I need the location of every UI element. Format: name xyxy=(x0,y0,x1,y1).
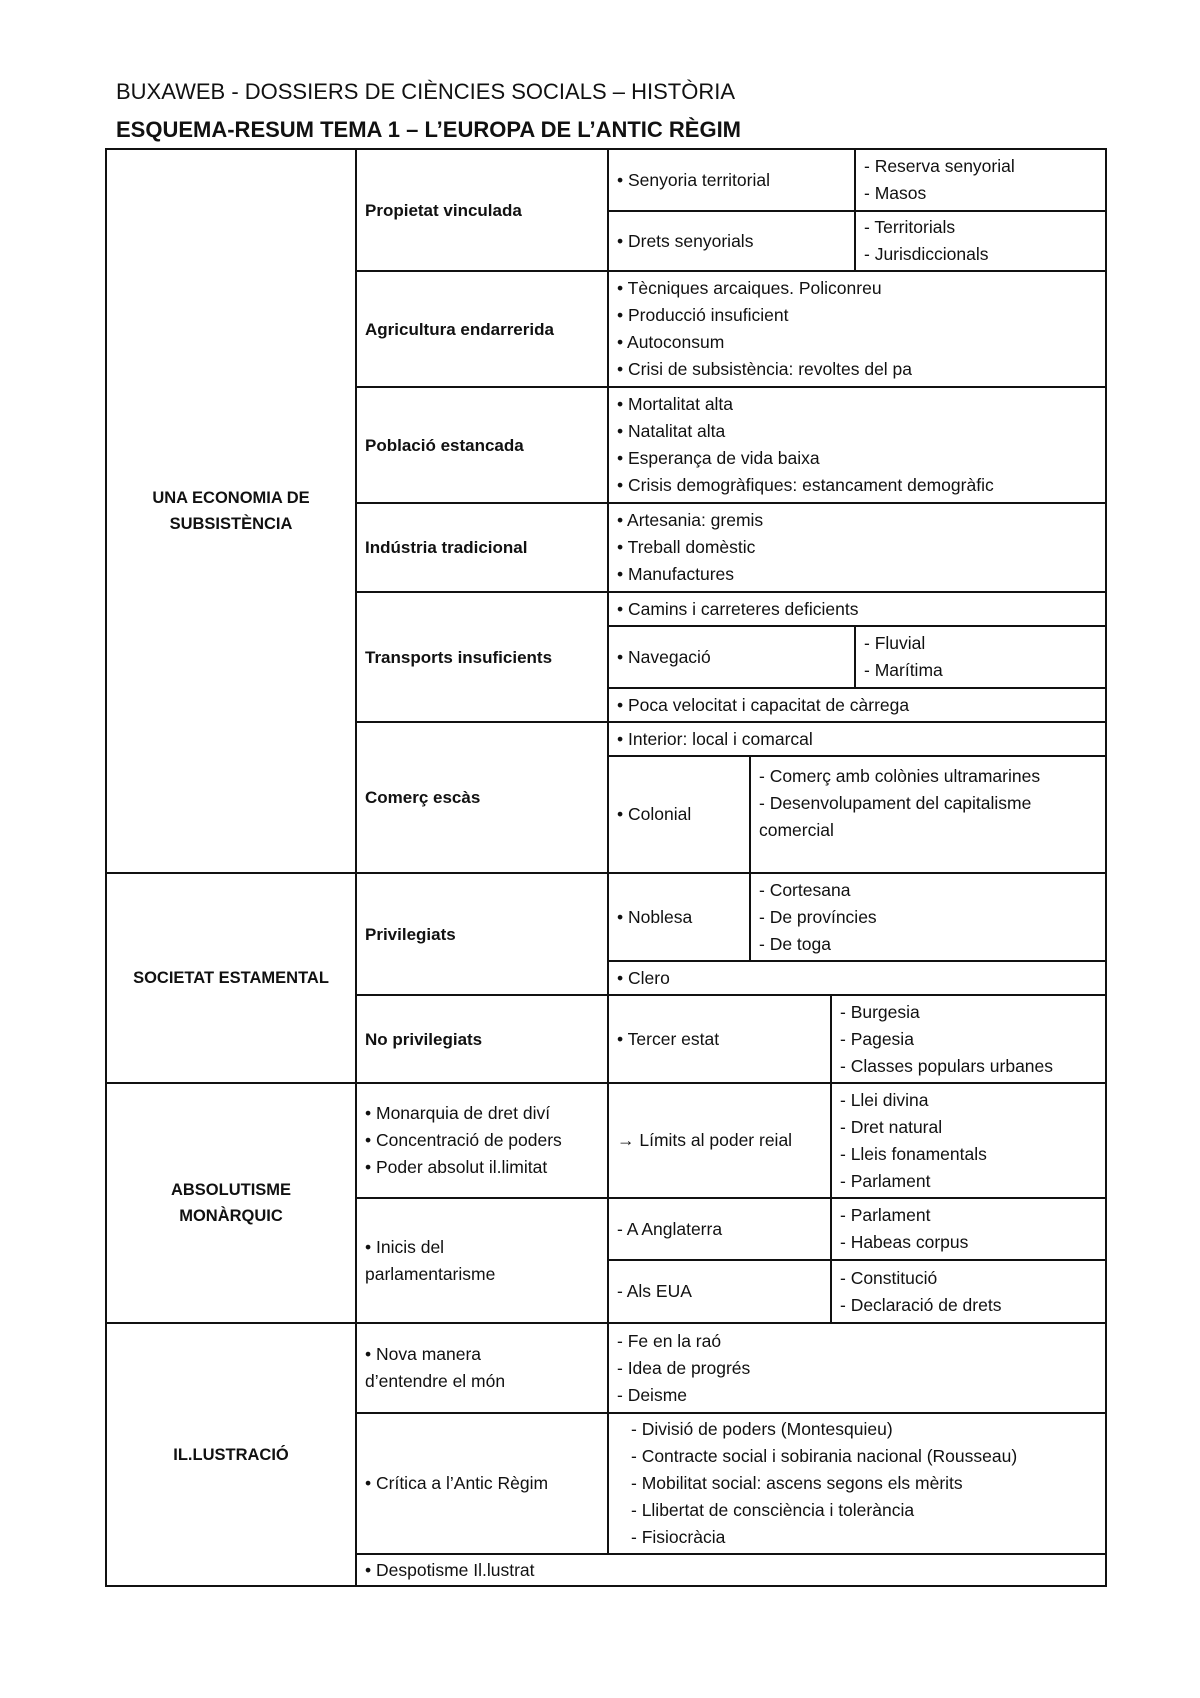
list-item: - Masos xyxy=(864,183,927,203)
list-item: • Artesania: gremis xyxy=(617,510,764,530)
noblesa-text: • Noblesa xyxy=(617,906,693,927)
label-transports-text: Transports insuficients xyxy=(365,647,553,667)
list-item: • Tècniques arcaiques. Policonreu xyxy=(617,278,882,298)
critica-text: • Crítica a l’Antic Règim xyxy=(365,1473,549,1493)
label-comerc-text: Comerç escàs xyxy=(365,788,481,807)
list-item: - Habeas corpus xyxy=(840,1232,969,1252)
label-agricultura-text: Agricultura endarrerida xyxy=(365,319,554,339)
label-transports xyxy=(355,591,609,723)
cell-senyoria xyxy=(607,148,856,212)
label-no-privilegiats-text: No privilegiats xyxy=(365,1029,483,1049)
cell-poblacio-items xyxy=(607,386,1107,504)
list-item: • Mortalitat alta xyxy=(617,394,734,414)
cell-noblesa xyxy=(607,872,751,962)
cell-poca xyxy=(607,687,1107,723)
list-item: - De toga xyxy=(759,933,831,954)
eua-text: - Als EUA xyxy=(617,1281,692,1301)
list-item: - Fisiocràcia xyxy=(631,1527,726,1547)
senyoria-text: • Senyoria territorial xyxy=(617,169,770,190)
cell-navegacio xyxy=(607,625,856,689)
section-absolutisme xyxy=(105,1082,357,1324)
list-item: • Crisi de subsistència: revoltes del pa xyxy=(617,359,913,379)
list-item: • Autoconsum xyxy=(617,332,725,352)
list-item: - Mobilitat social: ascens segons els mèrits xyxy=(631,1473,963,1493)
section-societat-title: SOCIETAT ESTAMENTAL xyxy=(133,969,329,987)
navegacio-text: • Navegació xyxy=(617,646,711,667)
label-privilegiats-text: Privilegiats xyxy=(365,924,456,944)
poca-text: • Poca velocitat i capacitat de càrrega xyxy=(617,694,910,715)
list-item: - Pagesia xyxy=(840,1028,914,1049)
list-item: - Contracte social i sobirania nacional (Rousseau) xyxy=(631,1446,1018,1466)
section-economia xyxy=(105,148,357,874)
list-item: - Deisme xyxy=(617,1384,688,1405)
list-item: • Concentració de poders xyxy=(365,1130,562,1150)
cell-agricultura-items xyxy=(607,270,1107,388)
label-poblacio-text: Població estancada xyxy=(365,435,524,455)
label-comerc xyxy=(355,721,609,874)
list-item: - Llei divina xyxy=(840,1089,929,1110)
list-item: - Divisió de poders (Montesquieu) xyxy=(631,1419,893,1439)
cell-limits-items xyxy=(830,1082,1107,1199)
list-item: - Llibertat de consciència i tolerància xyxy=(631,1500,915,1520)
section-societat xyxy=(105,872,357,1084)
cell-tercer-items xyxy=(830,994,1107,1084)
cell-anglaterra-items xyxy=(830,1197,1107,1261)
label-no-privilegiats xyxy=(355,994,609,1084)
cell-monarquia xyxy=(355,1082,609,1199)
cell-nova xyxy=(355,1322,609,1414)
list-item: - Comerç amb colònies ultramarines xyxy=(759,766,1041,786)
list-item: - Idea de progrés xyxy=(617,1357,751,1378)
interior-text: • Interior: local i comarcal xyxy=(617,728,813,749)
list-item: • Monarquia de dret diví xyxy=(365,1103,551,1123)
cell-colonial xyxy=(607,755,751,874)
anglaterra-text: - A Anglaterra xyxy=(617,1218,723,1239)
label-industria xyxy=(355,502,609,593)
list-item: • Crisis demogràfiques: estancament demogràfic xyxy=(617,475,994,495)
cell-despotisme xyxy=(355,1553,1107,1587)
list-item: - Parlament xyxy=(840,1205,931,1225)
cell-camins xyxy=(607,591,1107,627)
cell-colonial-items xyxy=(749,755,1107,874)
cell-inicis xyxy=(355,1197,609,1324)
tercer-text: • Tercer estat xyxy=(617,1028,720,1049)
cell-noblesa-items xyxy=(749,872,1107,962)
cell-critica xyxy=(355,1412,609,1555)
cell-nova-items xyxy=(607,1322,1107,1414)
section-absolutisme-title: ABSOLUTISME MONÀRQUIC xyxy=(170,1181,292,1225)
camins-text: • Camins i carreteres deficients xyxy=(617,598,859,619)
cell-drets-items xyxy=(854,210,1107,272)
list-item: - Fe en la raó xyxy=(617,1330,722,1351)
cell-industria-items xyxy=(607,502,1107,593)
label-propietat xyxy=(355,148,609,272)
list-item: - Jurisdiccionals xyxy=(864,244,989,264)
list-item: - Lleis fonamentals xyxy=(840,1143,987,1164)
list-item: - Classes populars urbanes xyxy=(840,1055,1054,1076)
cell-interior xyxy=(607,721,1107,757)
section-illustracio-title: IL.LUSTRACIÓ xyxy=(173,1445,289,1464)
list-item: - Dret natural xyxy=(840,1116,943,1137)
cell-tercer xyxy=(607,994,832,1084)
list-item: - Cortesana xyxy=(759,879,851,900)
list-item: - Desenvolupament del capitalisme comercial xyxy=(759,793,1032,840)
drets-text: • Drets senyorials xyxy=(617,230,754,251)
colonial-text: • Colonial xyxy=(617,804,692,824)
limits-text: → Límits al poder reial xyxy=(617,1130,793,1150)
cell-critica-items xyxy=(607,1412,1107,1555)
cell-senyoria-items xyxy=(854,148,1107,212)
label-propietat-text: Propietat vinculada xyxy=(365,200,522,220)
cell-eua-items xyxy=(830,1259,1107,1324)
header-title: BUXAWEB - DOSSIERS DE CIÈNCIES SOCIALS – HISTÒRIA xyxy=(116,79,735,104)
cell-drets xyxy=(607,210,856,272)
label-privilegiats xyxy=(355,872,609,996)
list-item: • Esperança de vida baixa xyxy=(617,448,820,468)
cell-anglaterra xyxy=(607,1197,832,1261)
nova-text: • Nova manera d’entendre el món xyxy=(365,1344,506,1391)
list-item: - Burgesia xyxy=(840,1001,920,1022)
list-item: • Manufactures xyxy=(617,564,735,584)
section-economia-title: UNA ECONOMIA DE SUBSISTÈNCIA xyxy=(152,489,310,533)
list-item: - De províncies xyxy=(759,906,877,927)
despotisme-text: • Despotisme Il.lustrat xyxy=(365,1559,535,1580)
list-item: - Constitució xyxy=(840,1267,938,1288)
cell-navegacio-items xyxy=(854,625,1107,689)
cell-clero xyxy=(607,960,1107,996)
label-poblacio xyxy=(355,386,609,504)
label-industria-text: Indústria tradicional xyxy=(365,538,528,557)
cell-limits xyxy=(607,1082,832,1199)
section-illustracio xyxy=(105,1322,357,1587)
label-agricultura xyxy=(355,270,609,388)
list-item: • Poder absolut il.limitat xyxy=(365,1157,548,1177)
list-item: - Reserva senyorial xyxy=(864,156,1015,176)
list-item: - Declaració de drets xyxy=(840,1294,1002,1315)
list-item: • Producció insuficient xyxy=(617,305,789,325)
list-item: • Treball domèstic xyxy=(617,537,756,557)
list-item: - Territorials xyxy=(864,217,956,237)
list-item: - Parlament xyxy=(840,1170,931,1191)
list-item: - Marítima xyxy=(864,660,943,680)
clero-text: • Clero xyxy=(617,967,670,988)
inicis-text: • Inicis del parlamentarisme xyxy=(365,1236,496,1284)
list-item: • Natalitat alta xyxy=(617,421,726,441)
cell-eua xyxy=(607,1259,832,1324)
header-subtitle: ESQUEMA-RESUM TEMA 1 – L’EUROPA DE L’ANTIC RÈGIM xyxy=(116,117,742,142)
list-item: - Fluvial xyxy=(864,633,926,653)
